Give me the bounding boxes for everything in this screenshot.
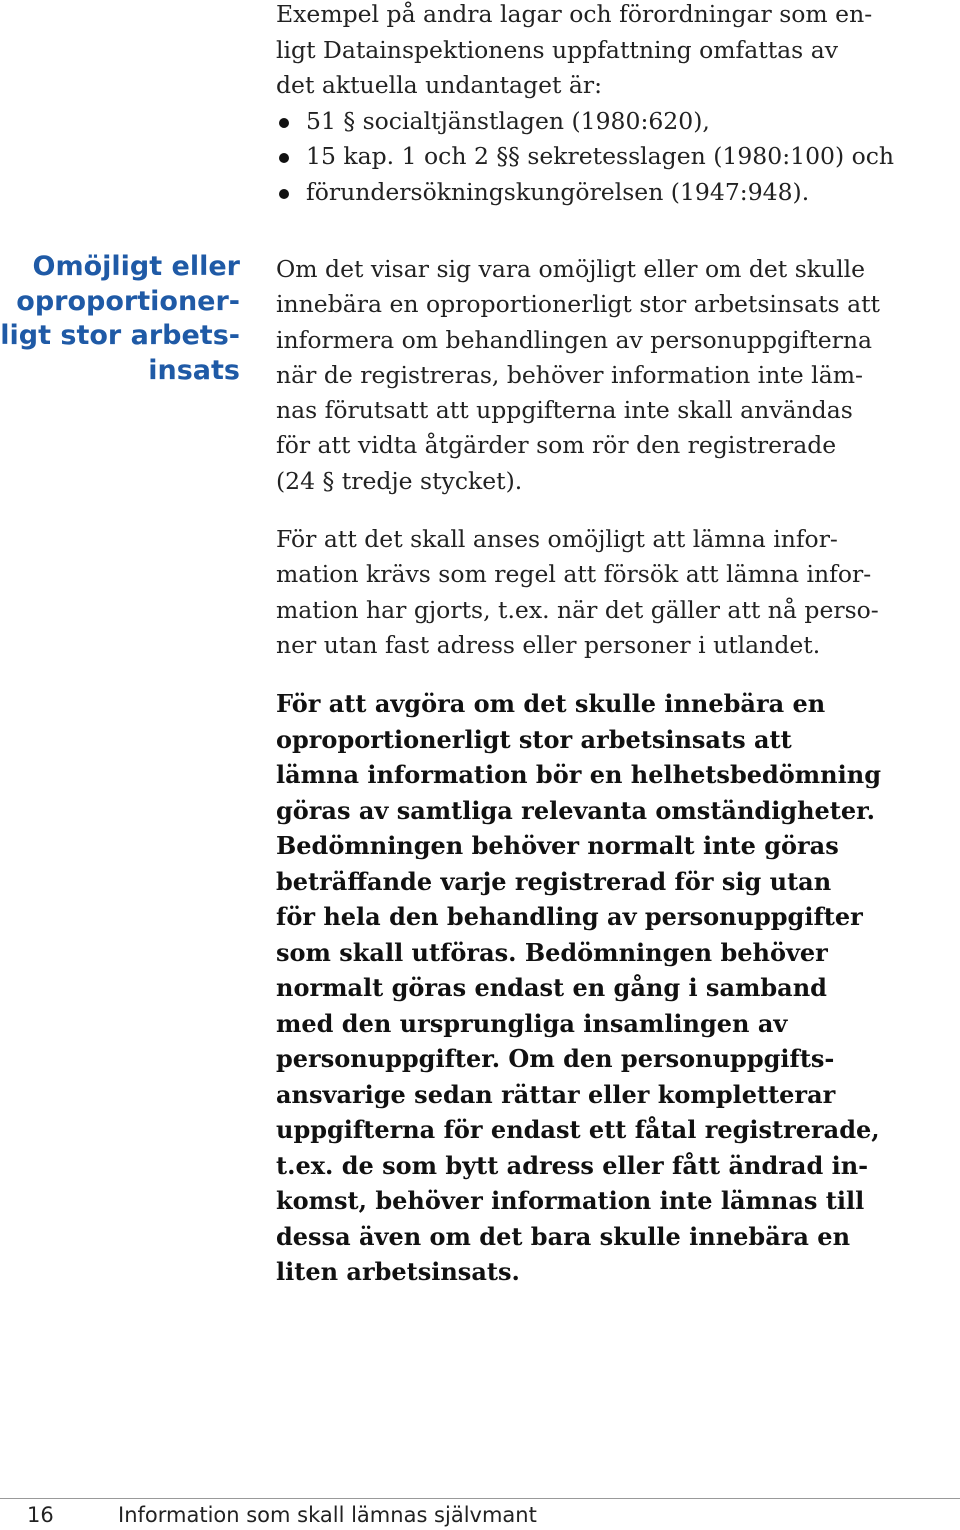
paragraph-line: ner utan fast adress eller personer i utlandet.	[276, 630, 821, 659]
paragraph-line: nas förutsatt att uppgifterna inte skall användas	[276, 396, 853, 425]
bullet-icon	[279, 189, 289, 199]
margin-heading-line: Omöjligt eller	[32, 251, 240, 282]
paragraph-line: (24 § tredje stycket).	[276, 466, 523, 495]
paragraph-line: Bedömningen behöver normalt inte göras	[276, 831, 839, 860]
paragraph-line: innebära en oproportionerligt stor arbetsinsats att	[276, 290, 880, 319]
margin-heading-line: oproportioner-	[16, 285, 240, 317]
paragraph-line: t.ex. de som bytt adress eller fått ändrad in-	[276, 1150, 869, 1180]
intro-line: det aktuella undantaget är:	[276, 71, 603, 99]
bullet-icon	[279, 118, 289, 128]
paragraph-overall-assessment	[276, 686, 960, 1290]
paragraph-line: som skall utföras. Bedömningen behöver	[276, 937, 828, 967]
paragraph-line: mation krävs som regel att försök att lämna infor-	[276, 560, 872, 589]
paragraph-line: för att vidta åtgärder som rör den registrerade	[276, 431, 837, 460]
list-item-text: 51 § socialtjänstlagen (1980:620),	[306, 106, 710, 135]
list-item-text: 15 kap. 1 och 2 §§ sekretesslagen (1980:100) och	[306, 142, 895, 170]
paragraph-line: komst, behöver information inte lämnas till	[276, 1186, 865, 1215]
list-item	[276, 104, 960, 140]
paragraph-line: normalt göras endast en gång i samband	[276, 973, 827, 1002]
list-item	[276, 139, 960, 175]
paragraph-line: göras av samtliga relevanta omständigheter.	[276, 795, 875, 825]
paragraph-line: För att avgöra om det skulle innebära en	[276, 689, 826, 718]
page-footer	[0, 1498, 960, 1530]
paragraph-line: med den ursprungliga insamlingen av	[276, 1008, 788, 1038]
paragraph-line: beträffande varje registrerad för sig utan	[276, 866, 832, 896]
bullet-icon	[279, 153, 289, 163]
paragraph-line: oproportionerligt stor arbetsinsats att	[276, 724, 792, 754]
list-item-text: förundersökningskungörelsen (1947:948).	[306, 177, 810, 206]
paragraph-line: mation har gjorts, t.ex. när det gäller att nå perso-	[276, 595, 879, 624]
paragraph-line: för hela den behandling av personuppgifter	[276, 902, 863, 931]
paragraph-line: liten arbetsinsats.	[276, 1257, 520, 1286]
margin-heading-line: ligt stor arbets-	[0, 320, 240, 351]
paragraph-line: uppgifterna för endast ett fåtal registrerade,	[276, 1115, 880, 1144]
paragraph-line: dessa även om det bara skulle innebära en	[276, 1221, 851, 1251]
margin-heading	[0, 250, 240, 388]
paragraph-line: För att det skall anses omöjligt att lämna infor-	[276, 525, 838, 553]
intro-section	[276, 0, 960, 210]
paragraph-line: när de registreras, behöver information inte läm-	[276, 360, 863, 389]
intro-line: ligt Datainspektionens uppfattning omfattas av	[276, 35, 838, 64]
page-number: 16	[27, 1503, 54, 1527]
paragraph-line: ansvarige sedan rättar eller kompletterar	[276, 1079, 836, 1109]
margin-heading-line: insats	[148, 354, 240, 386]
paragraph-attempt-required	[276, 522, 960, 663]
paragraph-line: informera om behandlingen av personuppgifterna	[276, 325, 873, 354]
paragraph-impossible-information	[276, 252, 960, 499]
paragraph-line: Om det visar sig vara omöjligt eller om det skulle	[276, 255, 866, 283]
list-item	[276, 175, 960, 211]
paragraph-line: personuppgifter. Om den personuppgifts-	[276, 1044, 835, 1073]
paragraph-line: lämna information bör en helhetsbedömning	[276, 760, 881, 789]
running-title: Information som skall lämnas självmant	[118, 1503, 537, 1527]
intro-line: Exempel på andra lagar och förordningar som en-	[276, 0, 873, 28]
examples-list	[276, 104, 960, 211]
